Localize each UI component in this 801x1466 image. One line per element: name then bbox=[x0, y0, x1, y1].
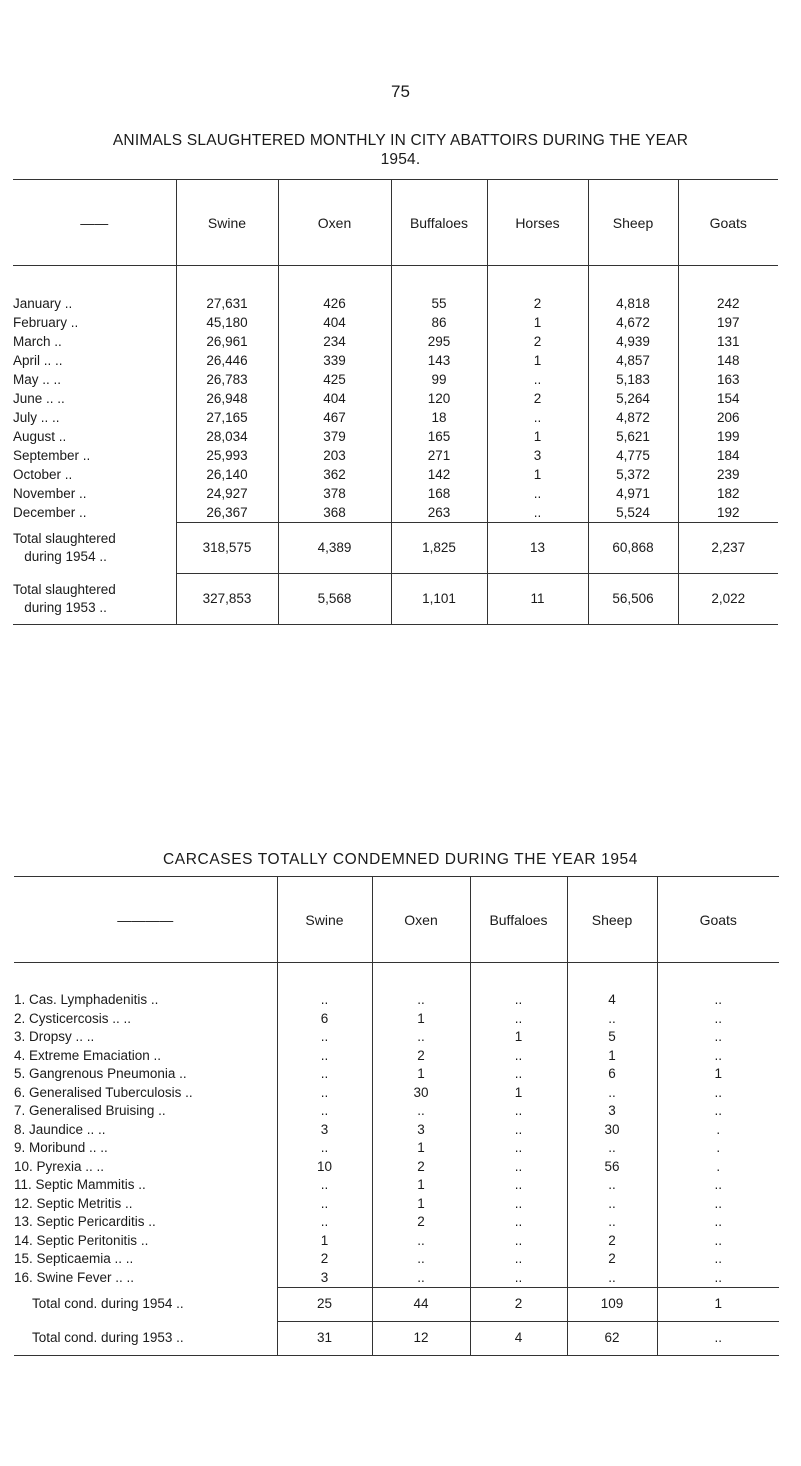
cell: .. bbox=[470, 991, 567, 1010]
cell: . bbox=[657, 1139, 779, 1158]
table-row bbox=[13, 408, 778, 427]
cell: 1 bbox=[470, 1084, 567, 1103]
cell: .. bbox=[372, 991, 470, 1010]
page-number: 75 bbox=[391, 82, 410, 101]
cell: 26,446 bbox=[176, 351, 278, 370]
cell: 5,183 bbox=[588, 370, 678, 389]
cell: 109 bbox=[567, 1288, 657, 1322]
cell: 6 bbox=[277, 1010, 372, 1029]
cell: 120 bbox=[391, 389, 487, 408]
table-row bbox=[13, 351, 778, 370]
cause-label: 14. Septic Peritonitis .. bbox=[14, 1232, 149, 1248]
cell: 404 bbox=[278, 313, 391, 332]
table-row bbox=[14, 1158, 779, 1177]
cell: 2 bbox=[567, 1250, 657, 1269]
table-row bbox=[14, 1176, 779, 1195]
table1-header-sheep: Sheep bbox=[588, 180, 678, 266]
table-row bbox=[14, 1047, 779, 1066]
cell: 368 bbox=[278, 503, 391, 523]
cell: .. bbox=[277, 1047, 372, 1066]
table-row bbox=[14, 1250, 779, 1269]
cell: 197 bbox=[678, 313, 778, 332]
cell: 2 bbox=[487, 389, 588, 408]
cell: 5 bbox=[567, 1028, 657, 1047]
cell: 203 bbox=[278, 446, 391, 465]
cell: 3 bbox=[487, 446, 588, 465]
table-row bbox=[14, 1269, 779, 1288]
cell: 27,165 bbox=[176, 408, 278, 427]
cell: 26,948 bbox=[176, 389, 278, 408]
cell: 5,372 bbox=[588, 465, 678, 484]
cell: .. bbox=[487, 484, 588, 503]
cause-label: 10. Pyrexia .. .. bbox=[14, 1158, 105, 1174]
cell: .. bbox=[657, 1250, 779, 1269]
cell: . bbox=[657, 1158, 779, 1177]
table1-header-swine: Swine bbox=[176, 180, 278, 266]
cell: 184 bbox=[678, 446, 778, 465]
total-row-1953 bbox=[13, 574, 778, 625]
cell: 10 bbox=[277, 1158, 372, 1177]
cell: .. bbox=[567, 1139, 657, 1158]
cell: .. bbox=[657, 1195, 779, 1214]
cell: .. bbox=[567, 1010, 657, 1029]
table1-header-buffaloes: Buffaloes bbox=[391, 180, 487, 266]
cell: .. bbox=[657, 1213, 779, 1232]
table2-header-row bbox=[14, 877, 779, 963]
cell: 1,825 bbox=[391, 523, 487, 574]
cell: .. bbox=[277, 991, 372, 1010]
cell: 25,993 bbox=[176, 446, 278, 465]
month-label: April .. .. bbox=[13, 353, 63, 368]
cell: .. bbox=[372, 1232, 470, 1251]
cell: 3 bbox=[567, 1102, 657, 1121]
cell: 99 bbox=[391, 370, 487, 389]
table-row bbox=[14, 1213, 779, 1232]
cell: 2 bbox=[487, 294, 588, 313]
cell: 86 bbox=[391, 313, 487, 332]
cell: 11 bbox=[487, 574, 588, 625]
cell: 239 bbox=[678, 465, 778, 484]
month-label: May .. .. bbox=[13, 372, 62, 387]
cell: 2,237 bbox=[678, 523, 778, 574]
cell: 30 bbox=[372, 1084, 470, 1103]
cell: 327,853 bbox=[176, 574, 278, 625]
cell: 142 bbox=[391, 465, 487, 484]
table1-title-line2: 1954. bbox=[380, 151, 421, 168]
cell: 4,872 bbox=[588, 408, 678, 427]
cell: 18 bbox=[391, 408, 487, 427]
cell: 5,621 bbox=[588, 427, 678, 446]
cause-label: 8. Jaundice .. .. bbox=[14, 1121, 106, 1137]
table-row bbox=[13, 294, 778, 313]
cause-label: 6. Generalised Tuberculosis .. bbox=[14, 1084, 193, 1100]
cell: 1 bbox=[657, 1065, 779, 1084]
month-label: November .. bbox=[13, 486, 87, 501]
cell: 378 bbox=[278, 484, 391, 503]
cell: .. bbox=[567, 1195, 657, 1214]
cell: 56,506 bbox=[588, 574, 678, 625]
cell: .. bbox=[470, 1139, 567, 1158]
cell: .. bbox=[470, 1213, 567, 1232]
cell: 28,034 bbox=[176, 427, 278, 446]
table-row bbox=[13, 503, 778, 523]
total-row-1954 bbox=[13, 523, 778, 574]
month-label: June .. .. bbox=[13, 391, 65, 406]
cell: 271 bbox=[391, 446, 487, 465]
table-row bbox=[14, 1065, 779, 1084]
cell: 3 bbox=[277, 1269, 372, 1288]
month-label: October .. bbox=[13, 467, 73, 482]
table-row bbox=[13, 370, 778, 389]
table1-header-goats: Goats bbox=[678, 180, 778, 266]
cell: .. bbox=[277, 1065, 372, 1084]
table2-header-buffaloes: Buffaloes bbox=[470, 877, 567, 963]
cell: 26,140 bbox=[176, 465, 278, 484]
cell: 234 bbox=[278, 332, 391, 351]
total-label: Total cond. during 1953 .. bbox=[14, 1322, 277, 1356]
cell: 4,857 bbox=[588, 351, 678, 370]
cell: .. bbox=[567, 1269, 657, 1288]
cell: 143 bbox=[391, 351, 487, 370]
cell: .. bbox=[470, 1232, 567, 1251]
cell: 1 bbox=[567, 1047, 657, 1066]
table-row bbox=[14, 1010, 779, 1029]
cell: .. bbox=[277, 1028, 372, 1047]
cell: .. bbox=[657, 1232, 779, 1251]
table-row bbox=[14, 1084, 779, 1103]
cell: .. bbox=[470, 1121, 567, 1140]
cell: 24,927 bbox=[176, 484, 278, 503]
cell: 4,389 bbox=[278, 523, 391, 574]
table-row bbox=[14, 1232, 779, 1251]
cell: .. bbox=[470, 1047, 567, 1066]
cell: 1 bbox=[372, 1010, 470, 1029]
table-row bbox=[13, 332, 778, 351]
table-row bbox=[14, 1121, 779, 1140]
cell: 192 bbox=[678, 503, 778, 523]
cell: 4,818 bbox=[588, 294, 678, 313]
cell: 295 bbox=[391, 332, 487, 351]
cell: 131 bbox=[678, 332, 778, 351]
cell: 165 bbox=[391, 427, 487, 446]
cell: 2 bbox=[277, 1250, 372, 1269]
cell: 168 bbox=[391, 484, 487, 503]
cell: .. bbox=[372, 1250, 470, 1269]
total-label-line2: during 1954 .. bbox=[24, 549, 107, 564]
table-row bbox=[13, 427, 778, 446]
cell: 206 bbox=[678, 408, 778, 427]
cell: 182 bbox=[678, 484, 778, 503]
cause-label: 9. Moribund .. .. bbox=[14, 1140, 108, 1155]
cell: 2 bbox=[470, 1288, 567, 1322]
cell: .. bbox=[487, 370, 588, 389]
cell: 4 bbox=[470, 1322, 567, 1356]
cell: .. bbox=[657, 1047, 779, 1066]
table2-header-oxen: Oxen bbox=[372, 877, 470, 963]
cause-label: 13. Septic Pericarditis .. bbox=[14, 1214, 156, 1229]
cell: .. bbox=[470, 1269, 567, 1288]
cell: 1 bbox=[487, 427, 588, 446]
cell: 5,524 bbox=[588, 503, 678, 523]
cell: .. bbox=[657, 1084, 779, 1103]
month-label: December .. bbox=[13, 505, 87, 521]
cell: 45,180 bbox=[176, 313, 278, 332]
cell: 1 bbox=[372, 1195, 470, 1214]
table2-header-blank: ———— bbox=[14, 877, 277, 963]
cell: 13 bbox=[487, 523, 588, 574]
cell: 2 bbox=[487, 332, 588, 351]
cell: .. bbox=[657, 1176, 779, 1195]
cell: 26,783 bbox=[176, 370, 278, 389]
animals-slaughtered-table bbox=[13, 179, 778, 625]
cell: 4,939 bbox=[588, 332, 678, 351]
cell: .. bbox=[470, 1176, 567, 1195]
cause-label: 12. Septic Metritis .. bbox=[14, 1195, 133, 1211]
cell: 199 bbox=[678, 427, 778, 446]
total-label-line1: Total slaughtered bbox=[13, 531, 116, 546]
cause-label: 4. Extreme Emaciation .. bbox=[14, 1047, 162, 1063]
cell: 27,631 bbox=[176, 294, 278, 313]
total-label-line1: Total slaughtered bbox=[13, 581, 116, 597]
table-row bbox=[14, 991, 779, 1010]
total-row-1954 bbox=[14, 1288, 779, 1322]
cell: .. bbox=[277, 1139, 372, 1158]
cell: .. bbox=[657, 1010, 779, 1029]
cell: .. bbox=[277, 1084, 372, 1103]
cell: 154 bbox=[678, 389, 778, 408]
cell: .. bbox=[470, 1010, 567, 1029]
cell: .. bbox=[487, 408, 588, 427]
cell: .. bbox=[657, 991, 779, 1010]
cell: 12 bbox=[372, 1322, 470, 1356]
table1-header-blank: —— bbox=[13, 180, 176, 266]
cell: .. bbox=[470, 1250, 567, 1269]
table-row bbox=[13, 313, 778, 332]
table-row bbox=[14, 1102, 779, 1121]
table-row bbox=[14, 1028, 779, 1047]
cell: 1 bbox=[487, 313, 588, 332]
cell: 62 bbox=[567, 1322, 657, 1356]
cell: 4,971 bbox=[588, 484, 678, 503]
month-label: August .. bbox=[13, 429, 67, 444]
cell: .. bbox=[567, 1084, 657, 1103]
cell: 26,367 bbox=[176, 503, 278, 523]
cell: 30 bbox=[567, 1121, 657, 1140]
cell: 44 bbox=[372, 1288, 470, 1322]
month-label: January .. bbox=[13, 296, 73, 311]
month-label: July .. .. bbox=[13, 410, 60, 425]
cell: 2 bbox=[372, 1047, 470, 1066]
cell: 1 bbox=[487, 465, 588, 484]
table-row bbox=[13, 484, 778, 503]
cell: 339 bbox=[278, 351, 391, 370]
cause-label: 2. Cysticercosis .. .. bbox=[14, 1010, 132, 1026]
cell: 3 bbox=[372, 1121, 470, 1140]
cell: . bbox=[657, 1121, 779, 1140]
cell: 425 bbox=[278, 370, 391, 389]
cell: .. bbox=[470, 1195, 567, 1214]
table-row bbox=[13, 446, 778, 465]
table1-title-line1: ANIMALS SLAUGHTERED MONTHLY IN CITY ABATTOIRS DURING THE YEAR bbox=[112, 132, 689, 149]
cell: .. bbox=[372, 1028, 470, 1047]
total-label bbox=[13, 523, 176, 574]
cell: .. bbox=[372, 1102, 470, 1121]
cell: .. bbox=[277, 1213, 372, 1232]
cell: .. bbox=[470, 1158, 567, 1177]
cell: 25 bbox=[277, 1288, 372, 1322]
cell: .. bbox=[657, 1322, 779, 1356]
cell: 5,264 bbox=[588, 389, 678, 408]
cell: 5,568 bbox=[278, 574, 391, 625]
table2-header-goats: Goats bbox=[657, 877, 779, 963]
cell: 163 bbox=[678, 370, 778, 389]
cell: .. bbox=[657, 1102, 779, 1121]
cell: .. bbox=[277, 1176, 372, 1195]
cause-label: 1. Cas. Lymphadenitis .. bbox=[14, 992, 159, 1007]
table1-title bbox=[0, 132, 801, 169]
cell: 148 bbox=[678, 351, 778, 370]
table1-header-horses: Horses bbox=[487, 180, 588, 266]
cell: 467 bbox=[278, 408, 391, 427]
cell: .. bbox=[487, 503, 588, 523]
cell: 3 bbox=[277, 1121, 372, 1140]
month-label: February .. bbox=[13, 315, 79, 330]
total-label bbox=[13, 574, 176, 625]
cell: 1,101 bbox=[391, 574, 487, 625]
table-row bbox=[14, 1195, 779, 1214]
table2-title: CARCASES TOTALLY CONDEMNED DURING THE YEAR 1954 bbox=[163, 851, 638, 868]
total-label-line2: during 1953 .. bbox=[24, 599, 107, 615]
cell: 263 bbox=[391, 503, 487, 523]
cell: 404 bbox=[278, 389, 391, 408]
cell: 1 bbox=[372, 1176, 470, 1195]
cell: 1 bbox=[372, 1139, 470, 1158]
cause-label: 16. Swine Fever .. .. bbox=[14, 1269, 135, 1285]
total-label: Total cond. during 1954 .. bbox=[32, 1296, 184, 1312]
cell: 26,961 bbox=[176, 332, 278, 351]
cell: 1 bbox=[487, 351, 588, 370]
cell: 2 bbox=[372, 1213, 470, 1232]
cause-label: 3. Dropsy .. .. bbox=[14, 1029, 95, 1044]
cell: .. bbox=[470, 1102, 567, 1121]
cell: 2,022 bbox=[678, 574, 778, 625]
cause-label: 7. Generalised Bruising .. bbox=[14, 1103, 166, 1118]
cell: 362 bbox=[278, 465, 391, 484]
cell: .. bbox=[657, 1028, 779, 1047]
cell: 1 bbox=[657, 1288, 779, 1322]
cell: 55 bbox=[391, 294, 487, 313]
cell: 56 bbox=[567, 1158, 657, 1177]
cell: 60,868 bbox=[588, 523, 678, 574]
table1-header-row bbox=[13, 180, 778, 266]
cell: .. bbox=[277, 1102, 372, 1121]
table2-header-swine: Swine bbox=[277, 877, 372, 963]
cell: 1 bbox=[277, 1232, 372, 1251]
carcases-condemned-table bbox=[14, 876, 779, 1356]
cell: .. bbox=[372, 1269, 470, 1288]
cause-label: 11. Septic Mammitis .. bbox=[14, 1177, 146, 1192]
cell: .. bbox=[657, 1269, 779, 1288]
cell: 1 bbox=[470, 1028, 567, 1047]
month-label: September .. bbox=[13, 448, 91, 463]
cell: 318,575 bbox=[176, 523, 278, 574]
cell: 2 bbox=[567, 1232, 657, 1251]
cell: .. bbox=[470, 1065, 567, 1084]
cell: 426 bbox=[278, 294, 391, 313]
table1-header-oxen: Oxen bbox=[278, 180, 391, 266]
total-row-1953 bbox=[14, 1322, 779, 1356]
table-row bbox=[14, 1139, 779, 1158]
cell: 379 bbox=[278, 427, 391, 446]
month-label: March .. bbox=[13, 334, 62, 349]
cell: 1 bbox=[372, 1065, 470, 1084]
cause-label: 15. Septicaemia .. .. bbox=[14, 1251, 134, 1266]
cell: .. bbox=[277, 1195, 372, 1214]
cause-label: 5. Gangrenous Pneumonia .. bbox=[14, 1066, 187, 1081]
cell: 4,672 bbox=[588, 313, 678, 332]
cell: 242 bbox=[678, 294, 778, 313]
table-row bbox=[13, 389, 778, 408]
cell: 4,775 bbox=[588, 446, 678, 465]
cell: .. bbox=[567, 1213, 657, 1232]
cell: 4 bbox=[567, 991, 657, 1010]
cell: 6 bbox=[567, 1065, 657, 1084]
cell: 2 bbox=[372, 1158, 470, 1177]
cell: 31 bbox=[277, 1322, 372, 1356]
table-row bbox=[13, 465, 778, 484]
cell: .. bbox=[567, 1176, 657, 1195]
table2-header-sheep: Sheep bbox=[567, 877, 657, 963]
